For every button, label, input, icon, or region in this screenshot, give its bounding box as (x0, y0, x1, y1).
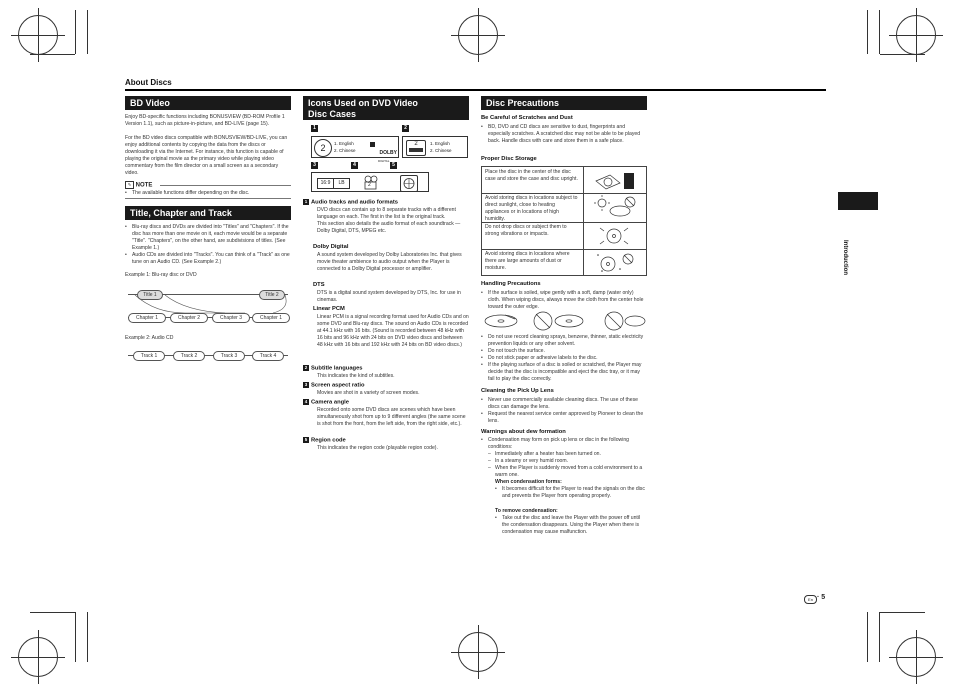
disc-case-illustration-icon (583, 167, 646, 193)
dew-forms-title: When condensation forms: (495, 479, 562, 485)
chapter-label: Chapter 3 (212, 313, 250, 323)
aspect-16-9: 16:9 (318, 179, 334, 188)
chapter-label: Chapter 1 (252, 313, 290, 323)
icons-item-3-title (303, 382, 365, 389)
dolby-digital-logo-icon (370, 141, 398, 163)
note-text: • The available functions differ depending on the disc. (125, 190, 291, 197)
scratch-text: • BD, DVD and CD discs are sensitive to dust, fingerprints and especially scratches. A scratched disc may not be able to be played back. Handle discs with care and store them in a safe place. (481, 124, 647, 145)
crop-mark (75, 10, 76, 54)
table-row (482, 193, 646, 223)
icon-number-badge: 4 (351, 162, 358, 169)
drop-impact-illustration-icon (583, 222, 646, 249)
item-title-text: Region code (311, 437, 346, 444)
item-title-text: Audio tracks and audio formats (311, 199, 398, 206)
title-2-label: Title 2 (259, 290, 285, 300)
aspect-icon-box (311, 172, 429, 192)
sun-heat-illustration-icon (583, 193, 646, 222)
item-title-text: Screen aspect ratio (311, 382, 365, 389)
dolby-logo-mark (370, 142, 375, 147)
crop-mark (75, 612, 76, 662)
title-chapter-connectors (125, 295, 295, 315)
dolby-digital-text: A sound system developed by Dolby Laboratories Inc. that gives movie theater ambience to audio output when the Player is connected to a Dolby Digital processor or amplifier. (317, 252, 462, 272)
item-number-badge: 4 (304, 399, 308, 404)
dew-title: Warnings about dew formation (481, 429, 566, 435)
dew-condition: – Immediately after a heater has been turned on. (488, 451, 647, 458)
region-code-icon (400, 175, 418, 192)
bd-video-heading: BD Video (125, 96, 291, 110)
table-row (482, 167, 646, 194)
title-1-label: Title 1 (137, 290, 163, 300)
storage-title: Proper Disc Storage (481, 156, 537, 162)
scratch-title: Be Careful of Scratches and Dust (481, 115, 573, 121)
camera-angle-icon (362, 175, 380, 190)
icons-item-1-text: DVD discs can contain up to 8 separate tracks with a different language on each. The first in the list is the original track. This section also details the audio format of each soundtrack — Dolby Digital, DTS, MPEG etc. (317, 207, 461, 234)
dew-remove-text: • Take out the disc and leave the Player with the power off until the condensation disappears. Using the Player when there is condensation may cause malfunction. (495, 515, 647, 536)
table-row (482, 249, 646, 276)
chapter-label: Chapter 1 (128, 313, 166, 323)
crop-mark (87, 612, 88, 662)
lens-list-item: • Request the nearest service center approved by Pioneer to clean the lens. (481, 411, 647, 425)
handling-bullet-1: • If the surface is soiled, wipe gently with a soft, damp (water only) cloth. When wiping discs, always move the cloth from the center hole toward the outer edge. (481, 290, 647, 311)
chapter-label: Chapter 2 (170, 313, 208, 323)
registration-mark (458, 15, 498, 55)
dew-remove-title: To remove condensation: (495, 508, 558, 514)
table-row (482, 222, 646, 250)
disc-wiping-illustration-icon (481, 310, 647, 332)
item-title-text: Subtitle languages (311, 365, 363, 372)
linear-pcm-text: Linear PCM is a signal recording format used for Audio CDs and on some DVD and Blu-ray discs. The sound on Audio CDs is recorded at 44.1 kHz with 16 bits. (Sound is recorded between 48 kHz with 16 bits and 96 kHz with 24 bits on DVD video discs and between 48 kHz with 16 bits and 192 kHz with 24 bits on BD video discs.) (317, 314, 469, 348)
dts-text: DTS is a digital sound system developed by DTS, Inc. for use in cinemas. (317, 290, 461, 303)
track-label: Track 2 (173, 351, 205, 361)
subtitle-count-icon (406, 140, 426, 156)
icons-heading: Icons Used on DVD Video Disc Cases (303, 96, 469, 120)
page-number: · 5 (817, 594, 826, 601)
icons-item-2-title (303, 365, 363, 372)
registration-mark (18, 637, 58, 677)
table-cell: Do not drop discs or subject them to strong vibrations or impacts. (485, 224, 567, 237)
angle-count: 2 (368, 182, 371, 188)
registration-mark (18, 15, 58, 55)
handling-list-item: • Do not use record cleaning sprays, benzene, thinner, static electricity prevention liquids or any other solvent. (481, 334, 647, 348)
note-icon: ✎ (125, 181, 134, 189)
dts-title: DTS (313, 282, 325, 288)
title-chapter-bullet-2: • Audio CDs are divided into "Tracks". You can think of a "Track" as one tune on an Audio CD. (See Example 2.) (125, 252, 291, 266)
linear-pcm-title: Linear PCM (313, 306, 345, 312)
track-label: Track 4 (252, 351, 284, 361)
note-bottom-rule (125, 198, 291, 199)
subtitle-icon-box (402, 136, 468, 158)
bd-video-p2: For the BD video discs compatible with BONUSVIEW/BD-LIVE, you can enjoy additional contents by copying the data from the discs or downloading it via the Internet. For instance, this function is capable of playing the original movie as the primary video while playing video commentary from the film director on a small screen as a secondary video. (125, 135, 288, 176)
dew-bullet-1: • Condensation may form on pick up lens or disc in the following conditions: (481, 437, 647, 451)
dolby-logo-subtext: DIGITAL (378, 159, 390, 163)
registration-mark (458, 632, 498, 672)
item-number-badge: 2 (304, 365, 308, 370)
handling-list-item: • Do not stick paper or adhesive labels to the disc. (481, 355, 647, 362)
table-cell: Place the disc in the center of the disc case and store the case and disc upright. (485, 169, 578, 182)
icons-item-4-title (303, 399, 349, 406)
item-number-badge: 5 (304, 437, 308, 442)
note-rule (160, 185, 291, 186)
item-title-text: Camera angle (311, 399, 350, 406)
header-rule (125, 89, 826, 91)
subtitle-language-2: 2. Chinese (430, 148, 452, 153)
disc-precautions-heading: Disc Precautions (481, 96, 647, 110)
dew-forms-text: • It becomes difficult for the Player to read the signals on the disc and prevents the Player from operating properly. (495, 486, 647, 500)
crop-mark (867, 10, 868, 54)
icons-item-3-text: Movies are shot in a variety of screen modes. (317, 390, 420, 396)
subtitle-count-value: 2 (414, 141, 418, 147)
dew-condition: – When the Player is suddenly moved from a cold environment to a warm one. (488, 465, 647, 479)
example-2-label: Example 2: Audio CD (125, 335, 174, 341)
aspect-ratio-icon (317, 178, 350, 189)
icon-number-badge: 1 (311, 125, 318, 132)
audio-icon-box (311, 136, 399, 163)
aspect-lb: LB (338, 180, 345, 186)
page-number-value: 5 (821, 594, 826, 601)
lens-title: Cleaning the Pick Up Lens (481, 388, 554, 394)
audio-language-1: 1. English (334, 141, 354, 146)
dust-moisture-illustration-icon (583, 249, 646, 276)
item-number-badge: 1 (304, 199, 308, 204)
dolby-logo-text: DOLBY (379, 150, 397, 156)
section-title: About Discs (125, 78, 172, 87)
crop-mark (30, 612, 75, 613)
registration-mark (896, 15, 936, 55)
icon-number-badge: 3 (311, 162, 318, 169)
track-label: Track 1 (133, 351, 165, 361)
crop-mark (867, 612, 868, 662)
handling-list-item: • If the playing surface of a disc is soiled or scratched, the Player may decide that the disc is incompatible and eject the disc tray, or it may fail to play the disc correctly. (481, 362, 647, 383)
item-number-badge: 3 (304, 382, 308, 387)
crop-mark (880, 612, 925, 613)
table-cell: Avoid storing discs in locations subject to direct sunlight, close to heating appliances or in locations of high humidity. (485, 195, 578, 222)
dew-condition: – In a steamy or very humid room. (488, 458, 647, 465)
note-label (125, 181, 152, 189)
subtitle-language-1: 1. English (430, 141, 450, 146)
subtitle-dots-icon (409, 148, 423, 152)
bd-video-p1: Enjoy BD-specific functions including BONUSVIEW (BD-ROM Profile 1 Version 1.1), such as picture-in-picture, and BD-LIVE (page 15). (125, 114, 285, 127)
globe-icon (401, 176, 417, 191)
note-label-text: NOTE (135, 182, 153, 189)
crop-mark (879, 10, 880, 54)
registration-mark (896, 637, 936, 677)
crop-mark (879, 612, 880, 662)
icons-item-1-title (303, 199, 398, 206)
storage-table (481, 166, 647, 276)
dolby-digital-title: Dolby Digital (313, 244, 349, 250)
side-tab-label: Introduction (842, 240, 848, 275)
icons-item-5-text: This indicates the region code (playable region code). (317, 445, 438, 451)
handling-list-item: • Do not touch the surface. (481, 348, 647, 355)
camera-icon (362, 175, 380, 190)
lens-list-item: • Never use commercially available cleaning discs. The use of these discs can damage the lens. (481, 397, 647, 411)
title-chapter-heading: Title, Chapter and Track (125, 206, 291, 220)
audio-track-count-icon: 2 (314, 139, 332, 157)
audio-language-2: 2. Chinese (334, 148, 356, 153)
icons-item-2-text: This indicates the kind of subtitles. (317, 373, 395, 379)
handling-title: Handling Precautions (481, 281, 541, 287)
icon-number-badge: 2 (402, 125, 409, 132)
track-label: Track 3 (213, 351, 245, 361)
table-cell: Avoid storing discs in locations where there are large amounts of dust or moisture. (485, 251, 570, 271)
example-1-label: Example 1: Blu-ray disc or DVD (125, 272, 197, 278)
side-tab (838, 192, 878, 210)
region-badge-icon: En (804, 595, 817, 604)
icons-item-5-title (303, 437, 346, 444)
icon-number-badge: 5 (390, 162, 397, 169)
crop-mark (87, 10, 88, 54)
icons-item-4-text: Recorded onto some DVD discs are scenes which have been simultaneously shot from up to 9 different angles (the same scene is shot from the front, from the left side, from the right side, etc.). (317, 407, 466, 427)
title-chapter-bullet-1: • Blu-ray discs and DVDs are divided into "Titles" and "Chapters". If the disc has more than one movie on it, each movie would be a separate "Title". "Chapters", on the other hand, are subdivisions of titles. (See Example 1.) (125, 224, 291, 252)
